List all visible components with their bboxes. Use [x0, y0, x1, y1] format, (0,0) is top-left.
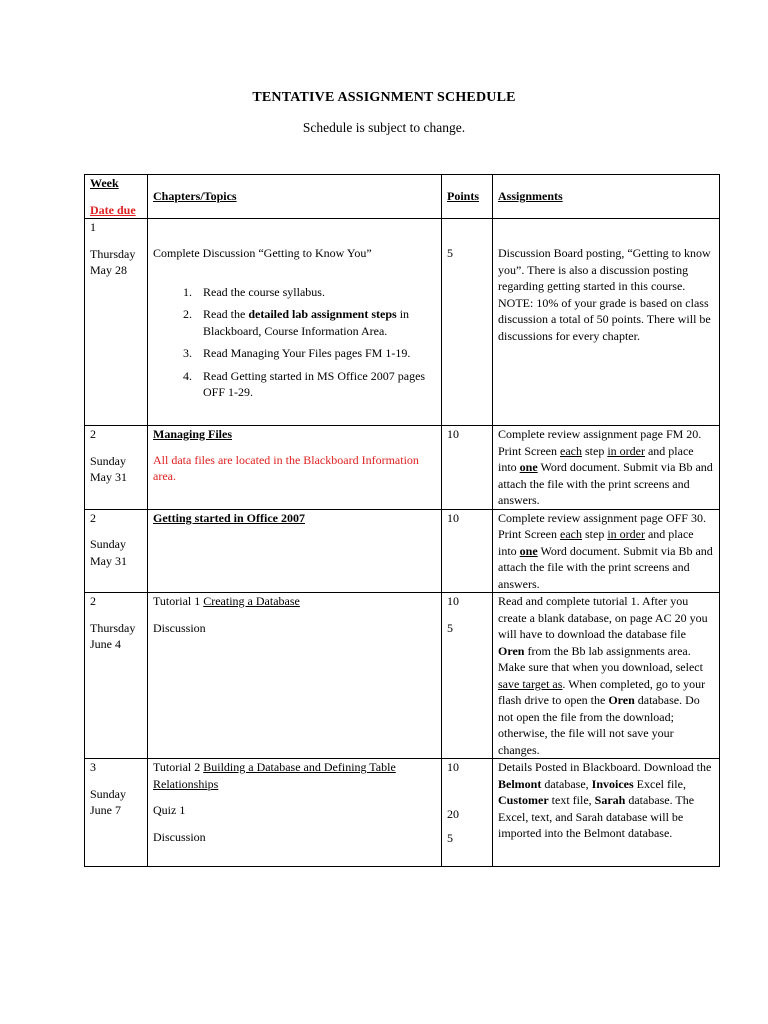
due-date: May 31	[90, 470, 127, 484]
topic-text: Getting started in Office 2007	[153, 510, 305, 525]
list-item: 1. Read the course syllabus.	[195, 284, 436, 301]
topic-text: Tutorial 2 Building a Database and Defining Table Relationships	[153, 760, 396, 791]
topic-text: Tutorial 1 Creating a Database	[153, 594, 300, 608]
points-value: 20	[447, 806, 459, 821]
topic-text: Managing Files	[153, 427, 233, 441]
header-points: Points	[447, 189, 480, 203]
assignment-cell	[493, 426, 720, 510]
week-cell	[85, 219, 148, 426]
table-row	[85, 509, 720, 593]
header-week-cell	[85, 175, 148, 219]
assignment-text: Details Posted in Blackboard. Download the Belmont database, Invoices Excel file, Customer text file, Sarah database. The Excel, text, and Sarah database will be imported into the Belmont database.	[498, 760, 712, 840]
points-value: 10	[447, 760, 459, 774]
topic-cell	[148, 509, 442, 593]
list-item: 3. Read Managing Your Files pages FM 1-19.	[195, 345, 436, 362]
header-chapters: Chapters/Topics	[153, 189, 237, 203]
week-cell	[85, 426, 148, 510]
due-day: Sunday	[90, 537, 126, 551]
header-chapters-cell	[148, 175, 442, 219]
list-item: 4. Read Getting started in MS Office 2007 pages OFF 1-29.	[195, 368, 436, 401]
week-number: 2	[90, 594, 96, 608]
due-date: June 4	[90, 637, 121, 651]
topic-text: Complete Discussion “Getting to Know You”	[153, 246, 372, 260]
points-cell	[442, 509, 493, 593]
topic-extra: Discussion	[153, 829, 206, 844]
week-number: 3	[90, 760, 96, 774]
due-date: May 31	[90, 553, 127, 568]
header-week: Week	[90, 176, 119, 190]
due-date: June 7	[90, 803, 121, 817]
week-number: 1	[90, 220, 96, 234]
header-date-due: Date due	[90, 202, 136, 217]
points-cell	[442, 759, 493, 867]
table-row	[85, 759, 720, 867]
assignment-cell	[493, 219, 720, 426]
due-day: Thursday	[90, 620, 136, 635]
assignment-cell	[493, 759, 720, 867]
header-assignments: Assignments	[498, 189, 563, 203]
topic-cell	[148, 593, 442, 759]
schedule-table	[84, 174, 720, 867]
topic-extra: Quiz 1	[153, 803, 186, 817]
points-value: 5	[447, 831, 453, 845]
assignment-text: Complete review assignment page OFF 30. Print Screen each step in order and place into one Word document. Submit via Bb and attach the file with the print screens and answers.	[498, 510, 713, 591]
document-title: TENTATIVE ASSIGNMENT SCHEDULE	[252, 90, 516, 105]
topic-cell	[148, 759, 442, 867]
points-cell	[442, 426, 493, 510]
header-assignments-cell	[493, 175, 720, 219]
points-value: 10	[447, 510, 459, 525]
points-value: 5	[447, 620, 453, 635]
due-date: May 28	[90, 263, 127, 277]
due-day: Thursday	[90, 246, 136, 261]
week-cell	[85, 509, 148, 593]
table-row	[85, 219, 720, 426]
assignment-cell	[493, 509, 720, 593]
topic-cell	[148, 426, 442, 510]
week-cell	[85, 759, 148, 867]
assignment-text: Discussion Board posting, “Getting to know you”. There is also a discussion posting regarding getting started in this course. NOTE: 10% of your grade is based on class discussion a total of 50 points. There will be discussions for every chapter.	[498, 246, 711, 343]
week-number: 2	[90, 427, 96, 441]
points-value: 10	[447, 427, 459, 441]
reading-list	[153, 284, 436, 401]
table-header-row	[85, 175, 720, 219]
points-cell	[442, 219, 493, 426]
table-row	[85, 426, 720, 510]
due-day: Sunday	[90, 453, 126, 468]
points-value: 10	[447, 594, 459, 608]
assignment-cell	[493, 593, 720, 759]
table-row	[85, 593, 720, 759]
due-day: Sunday	[90, 786, 126, 801]
points-value: 5	[447, 246, 453, 260]
assignment-text: Complete review assignment page FM 20. Print Screen each step in order and place into one Word document. Submit via Bb and attach the file with the print screens and answers.	[498, 427, 713, 507]
data-files-note: All data files are located in the Blackboard Information area.	[153, 452, 419, 483]
document-subtitle: Schedule is subject to change.	[302, 120, 466, 135]
list-item: 2. Read the detailed lab assignment steps in Blackboard, Course Information Area.	[195, 306, 436, 339]
points-cell	[442, 593, 493, 759]
week-number: 2	[90, 510, 96, 525]
topic-extra: Discussion	[153, 620, 206, 635]
assignment-text: Read and complete tutorial 1. After you create a blank database, on page AC 20 you will have to download the database file Oren from the Bb lab assignments area. Make sure that when you download, select save target as. When completed, go to your flash drive to open the Oren database. Do not open the file from the download; otherwise, the file will not save your changes.	[498, 594, 708, 757]
topic-cell	[148, 219, 442, 426]
week-cell	[85, 593, 148, 759]
header-points-cell	[442, 175, 493, 219]
